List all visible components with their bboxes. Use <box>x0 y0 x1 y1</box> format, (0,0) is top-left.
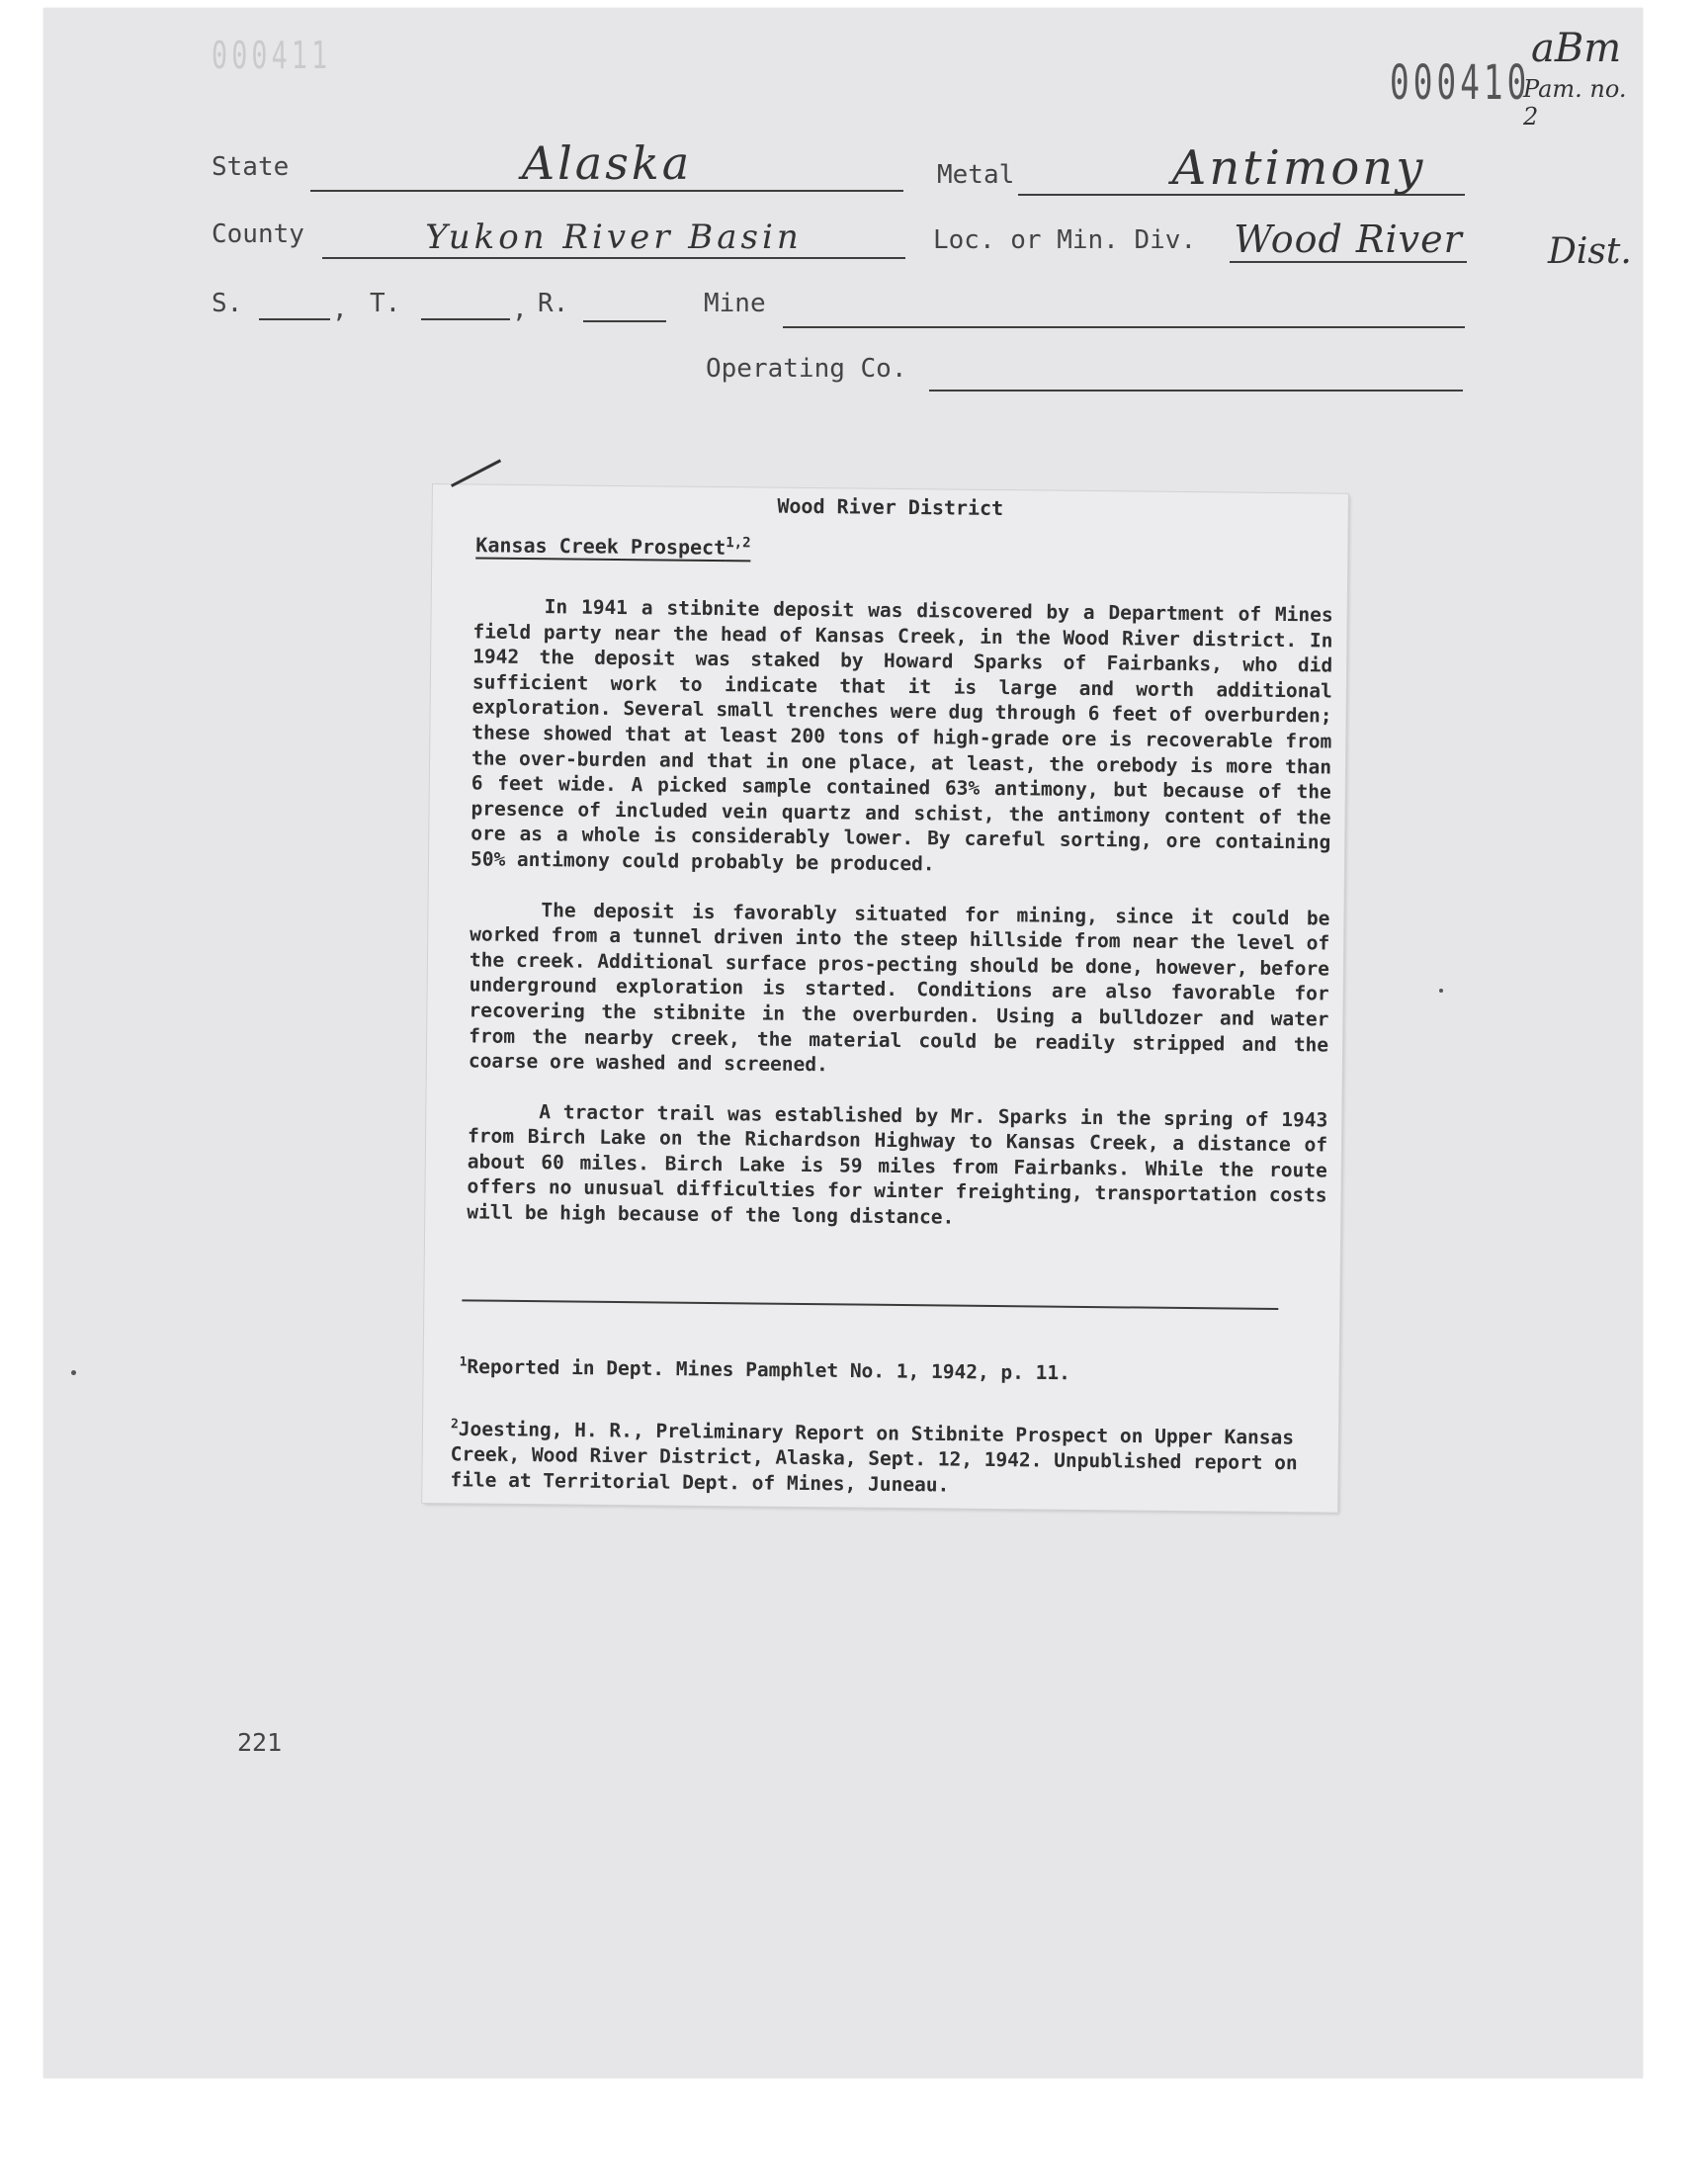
county-label: County <box>212 219 304 249</box>
footnote-2-text: Joesting, H. R., Preliminary Report on Stibnite Prospect on Upper Kansas Creek, Wood River District, Alaska, Sept. 12, 1942. Unpublished report on file at Territorial Dept. of Mines, Juneau. <box>450 1417 1298 1497</box>
location-field-line <box>1230 261 1467 263</box>
county-field-line <box>322 257 905 259</box>
faint-stamp-number: 000411 <box>212 34 332 77</box>
operating-co-label: Operating Co. <box>706 354 907 384</box>
document-number-stamp: 000410 <box>1390 55 1531 111</box>
metal-label: Metal <box>937 160 1015 190</box>
report-body <box>467 593 1333 1259</box>
location-label: Loc. or Min. Div. <box>933 225 1197 255</box>
mine-field-line <box>783 326 1465 328</box>
footnote-1-marker: 1 <box>459 1354 468 1370</box>
range-field-line <box>583 320 666 322</box>
prospect-title: Kansas Creek Prospect <box>475 533 726 560</box>
prospect-footnote-refs: 1,2 <box>726 535 751 552</box>
paragraph-1: In 1941 a stibnite deposit was discovered by a Department of Mines field party near the head of Kansas Creek, in the Wood River district. In 1942 the deposit was staked by Howard Sparks of Fairbanks, who did sufficient work to indicate that it is large and worth additional exploration. Several small trenches were dug through 6 feet of overburden; these showed that at least 200 tons of high-grade ore is recoverable from the over-burden and that in one place, at least, the orebody is more than 6 feet wide. A picked sample contained 63% antimony, but because of the presence of included vein quartz and schist, the antimony content of the ore as a whole is considerably lower. By careful sorting, ore containing 50% antimony could probably be produced. <box>470 595 1333 876</box>
township-separator: , <box>512 295 528 324</box>
document-sheet <box>43 8 1643 2078</box>
footnote-1 <box>460 1354 1320 1387</box>
handwritten-pamphlet-note: Pam. no. 2 <box>1523 75 1627 130</box>
mine-label: Mine <box>704 289 766 318</box>
footnote-2 <box>450 1412 1321 1501</box>
footnote-1-text: Reported in Dept. Mines Pamphlet No. 1, 1942, p. 11. <box>467 1354 1071 1385</box>
operating-co-field-line <box>929 390 1463 392</box>
paragraph-3: A tractor trail was established by Mr. Sparks in the spring of 1943 from Birch Lake on the Richardson Highway to Kansas Creek, a distance of about 60 miles. Birch Lake is 59 miles from Fairbanks. While the route offers no unusual difficulties for winter freighting, transportation costs will be high because of the long distance. <box>467 1099 1328 1229</box>
prospect-heading <box>475 532 750 560</box>
township-label: T. <box>370 289 401 318</box>
footnote-divider <box>462 1299 1278 1310</box>
dust-speck <box>71 1370 76 1375</box>
section-label: S. <box>212 289 243 318</box>
district-title: Wood River District <box>777 493 1004 521</box>
state-label: State <box>212 152 290 182</box>
township-field-line <box>421 318 510 320</box>
section-separator: , <box>332 295 348 324</box>
state-value: Alaska <box>521 136 693 190</box>
metal-value: Antimony <box>1171 140 1426 196</box>
paragraph-2: The deposit is favorably situated for mining, since it could be worked from a tunnel driven into the steep hillside from near the level of the creek. Additional surface pros-pecting should be done, however, before underground exploration is started. Conditions are also favorable for recovering the stibnite in the overburden. Using a bulldozer and water from the nearby creek, the material could be readily stripped and the coarse ore washed and screened. <box>468 898 1330 1077</box>
pencil-check-mark <box>451 459 501 486</box>
range-label: R. <box>538 289 569 318</box>
footnote-2-marker: 2 <box>450 1417 459 1433</box>
section-field-line <box>259 318 330 320</box>
report-clipping <box>422 484 1348 1513</box>
page-number: 221 <box>237 1728 283 1757</box>
state-field-line <box>310 190 903 192</box>
dust-speck <box>1439 989 1443 993</box>
location-suffix: Dist. <box>1548 231 1632 272</box>
location-value: Wood River <box>1234 218 1463 261</box>
handwritten-initials: aBm <box>1531 26 1622 71</box>
county-value: Yukon River Basin <box>425 218 803 257</box>
